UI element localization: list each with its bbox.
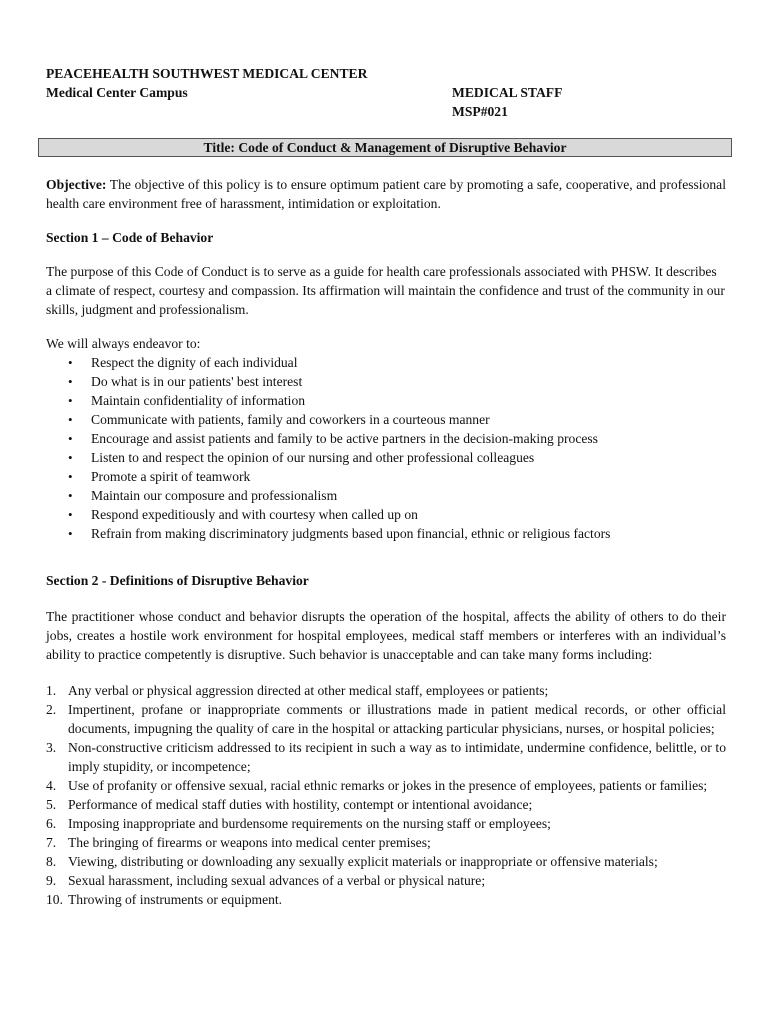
bullet-glyph: • [68,355,73,370]
bullet-glyph: • [68,374,73,389]
list-item: • Maintain our composure and professionalism [68,488,338,503]
list-item: • Communicate with patients, family and coworkers in a courteous manner [68,412,490,427]
list-item: • Refrain from making discriminatory judgments based upon financial, ethnic or religious factors [68,526,611,541]
bullet-glyph: • [68,469,73,484]
bullet-glyph: • [68,393,73,408]
bullet-glyph: • [68,488,73,503]
section2-paragraph: The practitioner whose conduct and behavior disrupts the operation of the hospital, affects the ability of others to do their jobs, creates a hostile work environment for hospital employees, medical staff members or interferes with an individual’s ability to practice competently is disruptive. Such behavior is unacceptable and can take many forms including: [46,609,726,662]
section2-heading: Section 2 - Definitions of Disruptive Behavior [46,573,309,588]
list-item: • Encourage and assist patients and family to be active partners in the decision-making process [68,431,598,446]
behavior-list [46,353,726,543]
list-item: 2. Impertinent, profane or inappropriate comments or illustrations made in patient medical records, or other official documents, impugning the quality of care in the hospital or attacking particular physicians, nurses, or hospital policies; [46,702,726,736]
bullet-glyph: • [68,412,73,427]
objective-paragraph [46,175,726,213]
list-item: 6. Imposing inappropriate and burdensome requirements on the nursing staff or employees; [46,816,551,831]
list-item: • Do what is in our patients' best interest [68,374,303,389]
list-item: 5. Performance of medical staff duties with hostility, contempt or intentional avoidance; [46,797,533,812]
list-item: 9. Sexual harassment, including sexual advances of a verbal or physical nature; [46,873,486,888]
header-right [452,83,562,121]
section1-heading: Section 1 – Code of Behavior [46,230,214,245]
list-item: 10. Throwing of instruments or equipment. [46,892,283,907]
objective-text: The objective of this policy is to ensure optimum patient care by promoting a safe, cooperative, and professional health care environment free of harassment, intimidation or exploitation. [46,177,726,211]
department-name: MEDICAL STAFF [452,85,563,100]
policy-title: Title: Code of Conduct & Management of Disruptive Behavior [38,138,732,157]
section1-intro: We will always endeavor to: [46,336,201,351]
bullet-glyph: • [68,507,73,522]
list-item: • Listen to and respect the opinion of our nursing and other professional colleagues [68,450,535,465]
section1-paragraph: The purpose of this Code of Conduct is to serve as a guide for health care professionals associated with PHSW. It describes a climate of respect, courtesy and compassion. Its affirmation will maintain the confidence and trust of the community in our skills, judgment and professionalism. [46,264,725,317]
list-item: 8. Viewing, distributing or downloading any sexually explicit materials or inappropriate or offensive materials; [46,854,658,869]
header-left [46,64,367,102]
objective-label: Objective: [46,177,107,192]
list-item: 1. Any verbal or physical aggression directed at other medical staff, employees or patients; [46,683,549,698]
disruptive-behavior-list [46,681,726,909]
list-item: 7. The bringing of firearms or weapons into medical center premises; [46,835,431,850]
list-item: • Promote a spirit of teamwork [68,469,251,484]
list-item: 4. Use of profanity or offensive sexual, racial ethnic remarks or jokes in the presence of employees, patients or families; [46,778,708,793]
list-item: • Respect the dignity of each individual [68,355,298,370]
list-item: • Respond expeditiously and with courtesy when called up on [68,507,418,522]
list-item: • Maintain confidentiality of information [68,393,306,408]
document-body [46,175,726,909]
bullet-glyph: • [68,431,73,446]
policy-number: MSP#021 [452,104,508,119]
organization-name: PEACEHEALTH SOUTHWEST MEDICAL CENTER [46,66,368,81]
bullet-glyph: • [68,450,73,465]
bullet-glyph: • [68,526,73,541]
list-item: 3. Non-constructive criticism addressed to its recipient in such a way as to intimidate, undermine confidence, belittle, or to imply stupidity, or incompetence; [46,740,726,774]
campus-name: Medical Center Campus [46,85,188,100]
